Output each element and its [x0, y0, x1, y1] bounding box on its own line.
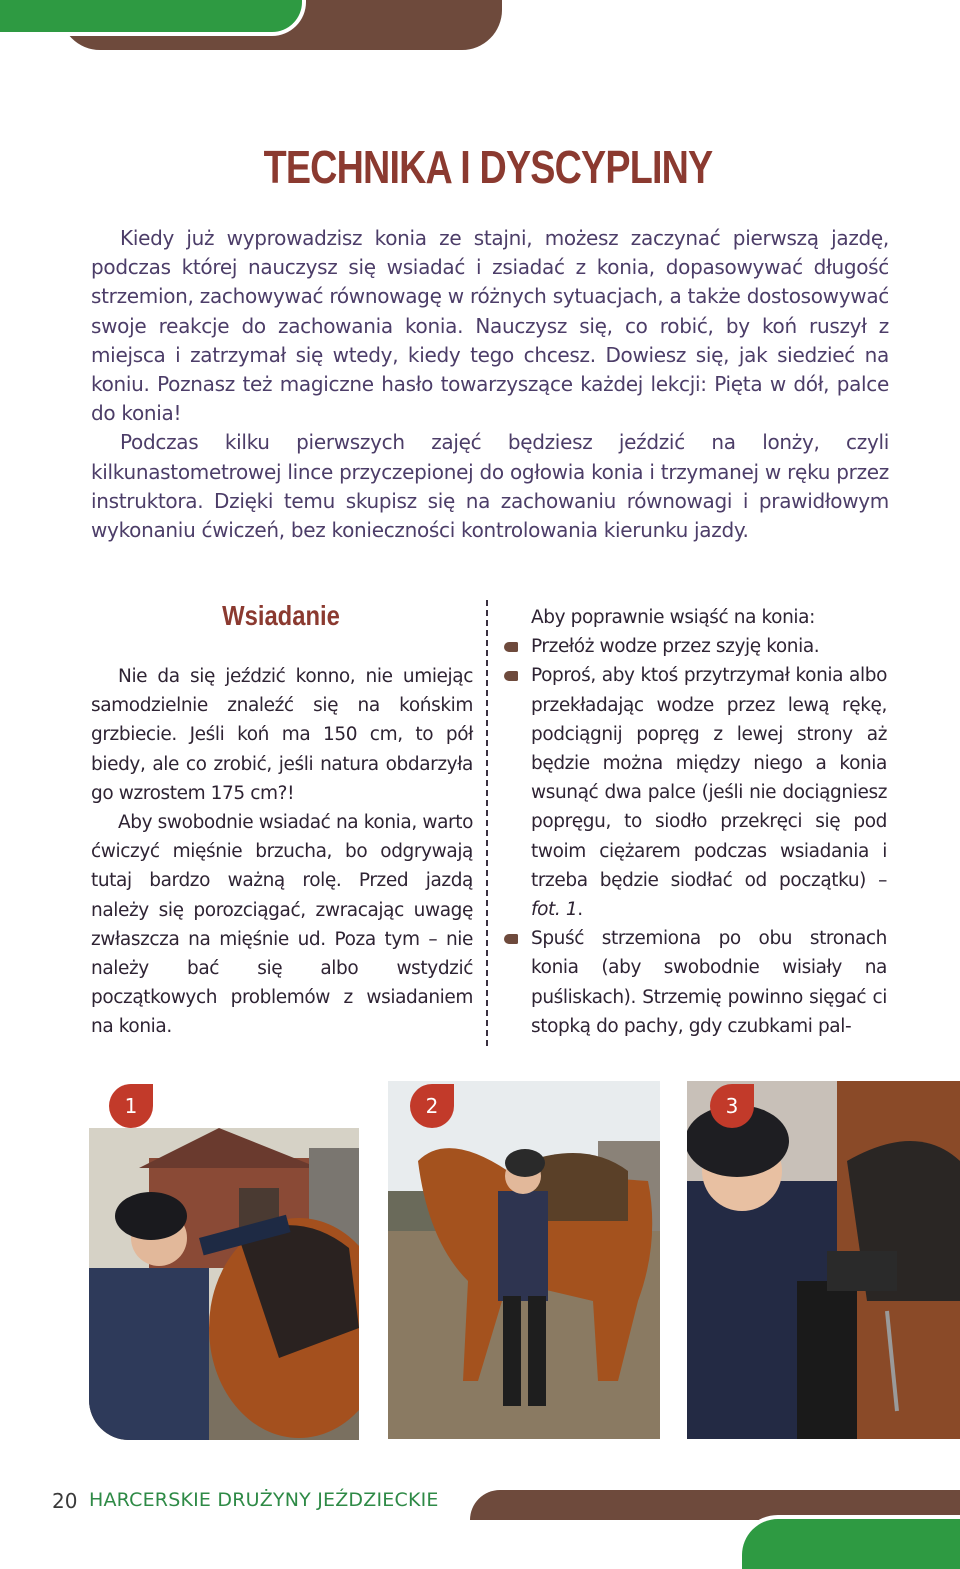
header-tab-green: [0, 0, 306, 36]
photo-2: [388, 1081, 660, 1439]
photo-3: [687, 1081, 960, 1439]
left-paragraph: Aby swobodnie wsiadać na konia, warto ćwiczyć mięśnie brzucha, bo odgrywają tutaj bardzo ważną rolę. Przed jazdą należy się porozciągać, zwracając uwagę zwłaszcza na mięśnie ud. Poza tym – nie należy bać się albo wstydzić początkowych problemów z wsiadaniem na konia.: [91, 812, 473, 1038]
intro-paragraph: Kiedy już wyprowadzisz konia ze stajni, możesz zaczynać pierwszą jazdę, podczas której nauczysz się wsiadać i zsiadać z konia, dopasowywać długość strzemion, zachowywać równowagę w różnych sytuacjach, a także dostosowywać swoje reakcje do zachowania konia. Nauczysz się, co robić, by koń ruszył z miejsca i zatrzymał się wtedy, kiedy tego chcesz. Dowiesz się, jak siedzieć na koniu. Poznasz też magiczne hasło towarzyszące każdej lekcji: Pięta w dół, palce do konia!: [91, 226, 889, 426]
list-item-tail: .: [577, 899, 583, 921]
photo-number-badge: 1: [109, 1084, 153, 1128]
page-title: TECHNIKA I DYSCYPLINY: [263, 141, 713, 193]
photo-number-badge: 3: [710, 1084, 754, 1128]
page-number: 20: [52, 1489, 78, 1513]
section-title: Wsiadanie: [222, 600, 340, 631]
left-column: [91, 662, 473, 1042]
bullet-icon: [504, 642, 518, 652]
photo-1: [89, 1128, 359, 1440]
left-paragraph: Nie da się jeździć konno, nie umiejąc samodzielnie znaleźć się na końskim grzbiecie. Jeśli koń ma 150 cm, to pół biedy, ale co zrobić, jeśli natura obdarzyła go wzrostem 175 cm?!: [91, 666, 473, 804]
list-item: [510, 924, 887, 1041]
list-item-text: Poproś, aby ktoś przytrzymał konia albo przekładając wodze przez lewą rękę, podciągnij popręg z lewej strony aż będzie można między niego a konia wsunąć dwa palce (jeśli nie dociągniesz popręgu, to siodło przekręci się pod twoim ciężarem podczas wsiadania i trzeba będzie siodłać od początku) –: [531, 665, 887, 891]
footer-title: HARCERSKIE DRUŻYNY JEŹDZIECKIE: [89, 1489, 439, 1511]
instruction-list: [510, 632, 887, 1041]
intro-text: [91, 224, 889, 545]
list-item-text: Spuść strzemiona po obu stronach konia (aby swobodnie wisiały na puśliskach). Strzemię powinno sięgać ci stopką do pachy, gdy czubkami pal-: [531, 928, 887, 1037]
list-item: [510, 661, 887, 924]
right-column: [510, 603, 887, 1041]
list-lead: Aby poprawnie wsiąść na konia:: [531, 607, 815, 628]
photo-number-badge: 2: [410, 1084, 454, 1128]
bullet-icon: [504, 934, 518, 944]
bullet-icon: [504, 671, 518, 681]
intro-paragraph: Podczas kilku pierwszych zajęć będziesz jeździć na lonży, czyli kilkunastometrowej lince przyczepionej do ogłowia konia i trzymanej w ręku przez instruktora. Dzięki temu skupisz się na zachowaniu równowagi i prawidłowym wykonaniu ćwiczeń, bez konieczności kontrolowania kierunku jazdy.: [91, 430, 889, 543]
footer-tab-green: [738, 1515, 960, 1569]
list-item-text: Przełóż wodze przez szyję konia.: [531, 636, 820, 658]
column-divider: [486, 600, 488, 1046]
photo-reference: fot. 1: [531, 899, 578, 921]
list-item: [510, 632, 887, 661]
